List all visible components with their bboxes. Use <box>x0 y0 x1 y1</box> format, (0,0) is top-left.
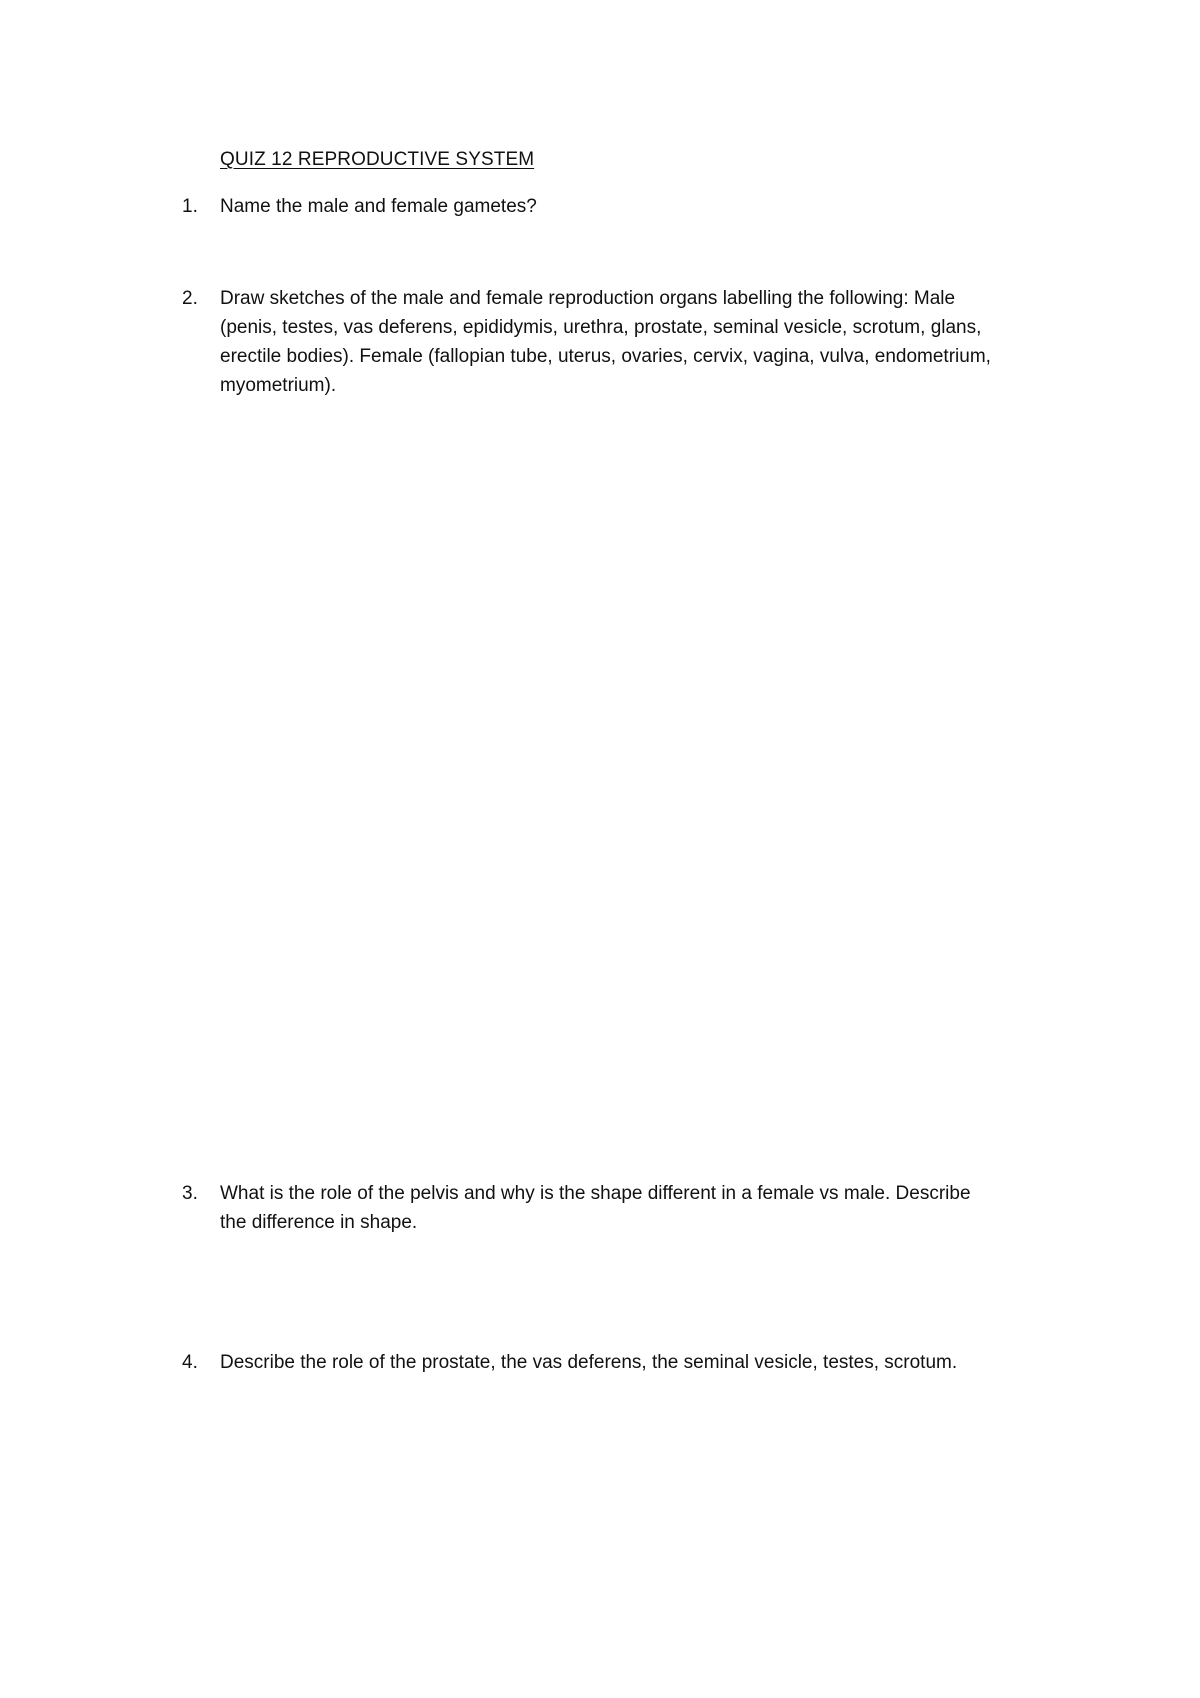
question-number: 4. <box>182 1352 198 1373</box>
question-number: 3. <box>182 1183 198 1204</box>
question-text <box>220 1179 971 1237</box>
question-text <box>220 284 991 400</box>
question-line: What is the role of the pelvis and why is the shape different in a female vs male. Describe <box>220 1183 971 1204</box>
quiz-title: QUIZ 12 REPRODUCTIVE SYSTEM <box>220 149 535 170</box>
question-line: Name the male and female gametes? <box>220 196 537 217</box>
question-text <box>220 1348 957 1377</box>
question-line: the difference in shape. <box>220 1212 418 1233</box>
question-line: myometrium). <box>220 375 337 396</box>
question-line: Describe the role of the prostate, the vas deferens, the seminal vesicle, testes, scrotum. <box>220 1352 958 1373</box>
question-line: erectile bodies). Female (fallopian tube, uterus, ovaries, cervix, vagina, vulva, endometrium, <box>220 346 991 367</box>
question-line: Draw sketches of the male and female reproduction organs labelling the following: Male <box>220 288 956 309</box>
question-number: 1. <box>182 196 198 217</box>
question-line: (penis, testes, vas deferens, epididymis, urethra, prostate, seminal vesicle, scrotum, glans, <box>220 317 982 338</box>
question-number: 2. <box>182 288 198 309</box>
question-text <box>220 192 537 221</box>
